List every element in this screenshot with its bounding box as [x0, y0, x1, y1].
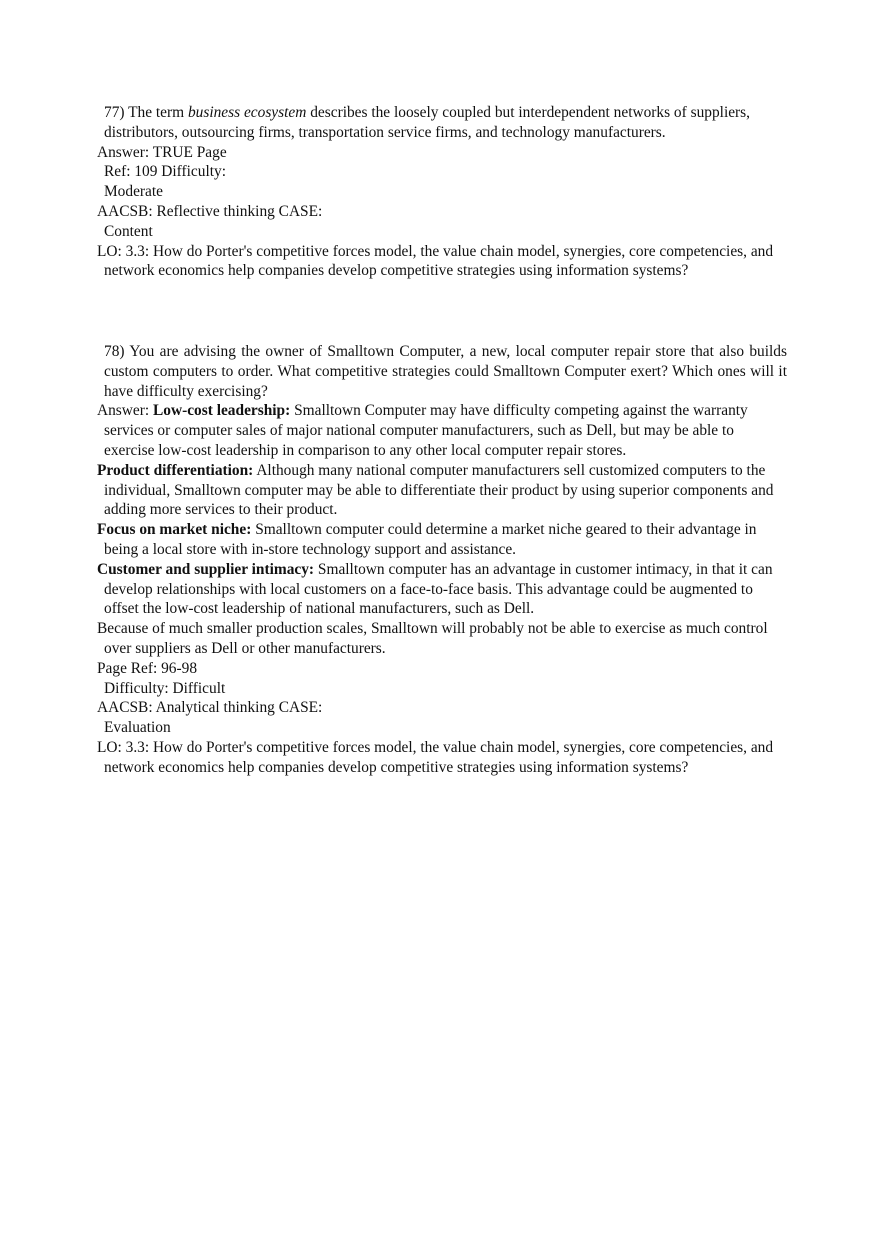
point-text: Smalltown computer could determine a market niche geared to their advantage in being a local store with in-store technology support and assistance. [104, 521, 757, 558]
ref-line: Ref: 109 Difficulty: [104, 163, 226, 181]
point-heading: Customer and supplier intimacy: [97, 560, 315, 578]
answer-point-low-cost [97, 401, 787, 460]
answer-line: Answer: TRUE Page [97, 143, 227, 161]
answer-point-niche [97, 520, 787, 560]
question-77-number: 77) [104, 104, 125, 121]
point-text: Smalltown computer has an advantage in customer intimacy, in that it can develop relationships with local customers on a face-to-face basis. This advantage could be augmented to offset the low-cost leadership of national manufacturers, such as Dell. [104, 560, 773, 618]
question-78-stem: 78) You are advising the owner of Smalltown Computer, a new, local computer repair store that also builds custom computers to order. What competitive strategies could Smalltown Computer exert? Which ones will it have difficulty exercising? [104, 343, 787, 400]
learning-objective: LO: 3.3: How do Porter's competitive forces model, the value chain model, synergies, core competencies, and network economics help companies develop competitive strategies using information systems? [97, 242, 774, 280]
point-text: Although many national computer manufacturers sell customized computers to the individual, Smalltown computer may be able to differentiate their product by using superior components and adding more services to their product. [104, 461, 774, 519]
key-term: business ecosystem [187, 104, 307, 121]
page-ref-line: Page Ref: 96-98 [97, 659, 198, 677]
learning-objective: LO: 3.3: How do Porter's competitive forces model, the value chain model, synergies, core competencies, and network economics help companies develop competitive strategies using information systems? [97, 738, 774, 776]
question-78-number: 78) [104, 343, 125, 360]
difficulty-line: Difficulty: Difficult [104, 679, 226, 697]
difficulty-line: Moderate [104, 183, 163, 201]
question-78 [97, 342, 787, 778]
point-heading: Focus on market niche: [97, 521, 252, 539]
point-heading: Product differentiation: [97, 461, 254, 479]
question-77-stem: 77) The term business ecosystem describes the loosely coupled but interdependent networks of suppliers, distributors, outsourcing firms, transportation service firms, and technology manufacturers. [104, 104, 751, 141]
aacsb-line: AACSB: Analytical thinking CASE: [97, 699, 323, 717]
answer-point-differentiation [97, 461, 787, 520]
answer-label: Answer: [97, 402, 150, 420]
answer-closing: Because of much smaller production scales, Smalltown will probably not be able to exercise as much control over suppliers as Dell or other manufacturers. [97, 620, 768, 657]
point-text: Smalltown Computer may have difficulty competing against the warranty services or computer sales of major national computer manufacturers, such as Dell, but may be able to exercise low-cost leadership in comparison to any other local computer repair stores. [104, 402, 748, 459]
case-line: Evaluation [104, 719, 171, 737]
answer-point-intimacy [97, 560, 787, 619]
point-heading: Low-cost leadership: [153, 402, 291, 420]
question-77 [97, 103, 787, 281]
case-line: Content [104, 222, 153, 240]
aacsb-line: AACSB: Reflective thinking CASE: [97, 202, 323, 220]
